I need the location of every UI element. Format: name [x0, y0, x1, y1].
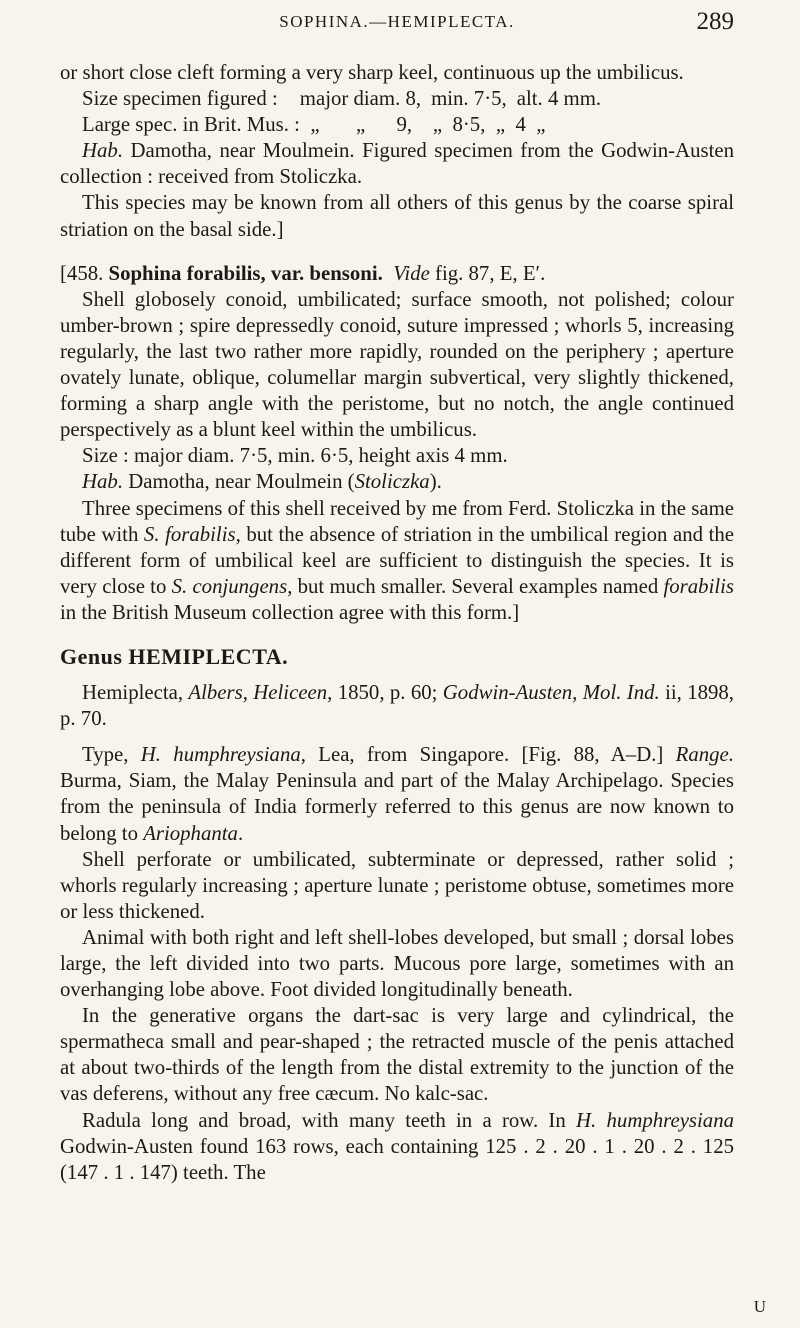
note-text: , but much smaller. Several examples named	[287, 574, 664, 598]
genus-animal: Animal with both right and left shell-lobes developed, but small ; dorsal lobes large, the left divided into two parts. Mucous pore large, sometimes with an overhanging lobe above. Foot divided longitudinally beneath.	[60, 925, 734, 1002]
range-text: Burma, Siam, the Malay Peninsula and part of the Malay Archipelago. Species from the peninsula of India formerly referred to this genus are now known to belong to	[60, 769, 734, 845]
size-brit-min: 8·5,	[452, 113, 486, 137]
page-number: 289	[696, 8, 734, 35]
prev-habitat	[60, 138, 734, 190]
species-458-note	[60, 496, 734, 626]
syn-text: ii, 1898, p. 70.	[60, 681, 734, 731]
syn-authority: Godwin-Austen, Mol. Ind.	[442, 681, 660, 705]
ditto-mark: „	[310, 113, 320, 137]
prev-closing-note: This species may be known from all others of this genus by the coarse spiral striation on the basal side.]	[60, 191, 734, 241]
species-458-habitat	[60, 469, 734, 495]
size-row-brit-mus	[60, 112, 734, 138]
species-458-description: Shell globosely conoid, umbilicated; surface smooth, not polished; colour umber-brown ; spire depressedly conoid, suture impressed ; whorls 5, increasing regularly, the last two rather more rapidly, rounded on the periphery ; aperture ovately lunate, oblique, columellar margin subvertical, very slightly thickened, forming a sharp angle with the peristome, but no notch, the angle continued perspectively as a blunt keel within the umbilicus.	[60, 287, 734, 442]
syn-authority: Albers, Heliceen,	[188, 681, 333, 705]
radula-text: Godwin-Austen found 163 rows, each containing 125 . 2 . 20 . 1 . 20 . 2 . 125 (147 . 1 . 147) teeth. The	[60, 1134, 734, 1184]
type-text: Type,	[82, 743, 141, 767]
genus-type-range	[60, 742, 734, 846]
page-body	[60, 60, 734, 1186]
species-ref: S. forabilis	[143, 522, 236, 546]
size-label: Size specimen figured :	[82, 87, 278, 111]
spacer	[60, 626, 734, 644]
ditto-mark: „	[432, 113, 443, 137]
syn-text: Hemiplecta,	[82, 681, 189, 705]
species-ref: forabilis	[663, 574, 734, 598]
size-brit-major: 9,	[396, 113, 413, 137]
running-head	[60, 8, 734, 42]
size-table	[82, 86, 601, 112]
hab-label: Hab.	[82, 470, 124, 494]
note-text: Three specimens of this shell received by me from Ferd. Stoliczka in the same tube with	[60, 496, 734, 546]
hab-end: ).	[429, 470, 442, 494]
range-text: .	[237, 821, 244, 845]
ditto-mark: „	[356, 113, 366, 137]
size-row-figured	[82, 86, 601, 112]
hab-text: Damotha, near Moulmein (	[128, 470, 355, 494]
size-major: major diam. 8,	[299, 87, 422, 111]
species-ref: S. conjungens	[171, 574, 288, 598]
syn-text: 1850, p. 60;	[332, 681, 443, 705]
size-min: min. 7·5,	[431, 87, 507, 111]
prev-species-continuation: or short close cleft forming a very sharp keel, continuous up the umbilicus.	[60, 61, 684, 84]
type-species: H. humphreysiana	[140, 743, 301, 767]
hab-text: Damotha, near Moulmein. Figured specimen from the Godwin-Austen collection : received from Stoliczka.	[60, 139, 734, 189]
spacer	[60, 732, 734, 742]
genus-genitalia: In the generative organs the dart-sac is very large and cylindrical, the spermatheca small and pear-shaped ; the retracted muscle of the penis attached at about two-thirds of the length from the distal extremity to the junction of the vas deferens, without any free cæcum. No kalc-sac.	[60, 1004, 734, 1106]
species-name: Sophina forabilis, var. bensoni.	[108, 261, 383, 285]
signature-mark: U	[753, 1297, 766, 1316]
species-ref: H. humphreysiana	[576, 1108, 734, 1132]
size-brit-alt: 4	[515, 113, 526, 137]
note-text: in the British Museum collection agree with this form.]	[60, 600, 520, 624]
hab-label: Hab.	[82, 139, 124, 163]
hab-authority: Stoliczka	[354, 470, 430, 494]
genus-ref: Ariophanta	[143, 821, 238, 845]
figure-ref: fig. 87, E, E′.	[435, 261, 546, 285]
note-text: , but the absence of striation in the umbilical region and the different form of umbilical keel are sufficient to distinguish the species. It is very close to	[60, 522, 734, 598]
size-alt: alt. 4 mm.	[516, 87, 602, 111]
spacer	[60, 670, 734, 680]
genus-shell: Shell perforate or umbilicated, subterminate or depressed, rather solid ; whorls regularly increasing ; aperture lunate ; peristome obtuse, sometimes more or less thickened.	[60, 847, 734, 923]
type-text: , Lea, from Singapore. [Fig. 88, A–D.]	[300, 743, 664, 767]
ditto-mark: „	[536, 113, 546, 137]
genus-radula	[60, 1108, 734, 1186]
genus-synonymy	[60, 680, 734, 732]
species-458-size: Size : major diam. 7·5, min. 6·5, height axis 4 mm.	[82, 444, 508, 468]
vide-label: Vide	[393, 261, 430, 285]
spacer	[60, 243, 734, 261]
size-brit-label: Large spec. in Brit. Mus. :	[82, 113, 300, 137]
radula-text: Radula long and broad, with many teeth in a row. In	[82, 1108, 577, 1132]
ditto-mark: „	[495, 113, 506, 137]
species-number: [458.	[60, 261, 104, 285]
species-458-heading	[60, 261, 734, 287]
running-head-title: SOPHINA.—HEMIPLECTA.	[279, 12, 515, 31]
range-label: Range.	[675, 743, 734, 767]
genus-heading: Genus HEMIPLECTA.	[60, 643, 289, 669]
